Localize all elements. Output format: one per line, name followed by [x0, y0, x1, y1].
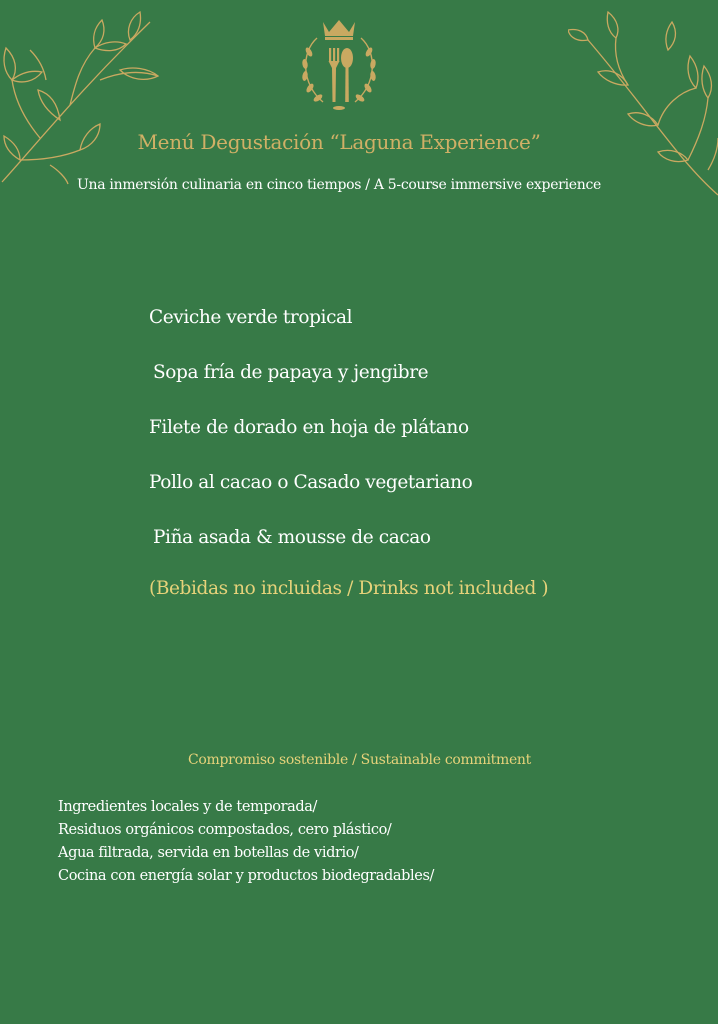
sustainability-item: Ingredientes locales y de temporada/ — [58, 799, 317, 815]
sustainability-item: Agua filtrada, servida en botellas de vidrio/ — [58, 845, 359, 861]
course-item: Sopa fría de papaya y jengibre — [153, 362, 429, 383]
leaf-branch-left-icon — [0, 10, 170, 185]
course-item: Ceviche verde tropical — [149, 307, 353, 328]
drinks-note: (Bebidas no incluidas / Drinks not included ) — [149, 578, 549, 599]
sustainability-item: Cocina con energía solar y productos biodegradables/ — [58, 868, 434, 884]
sustainability-list — [58, 796, 434, 888]
course-item: Filete de dorado en hoja de plátano — [149, 417, 469, 438]
crown-cutlery-emblem-icon — [293, 18, 385, 114]
course-item: Piña asada & mousse de cacao — [153, 527, 431, 548]
sustainability-heading: Compromiso sostenible / Sustainable commitment — [188, 752, 531, 768]
sustainability-item: Residuos orgánicos compostados, cero plástico/ — [58, 822, 392, 838]
course-item: Pollo al cacao o Casado vegetariano — [149, 472, 473, 493]
menu-subtitle: Una inmersión culinaria en cinco tiempos / A 5-course immersive experience — [77, 177, 601, 193]
leaf-branch-right-icon — [568, 10, 718, 200]
course-list — [149, 304, 472, 579]
menu-title: Menú Degustación “Laguna Experience” — [137, 130, 541, 154]
